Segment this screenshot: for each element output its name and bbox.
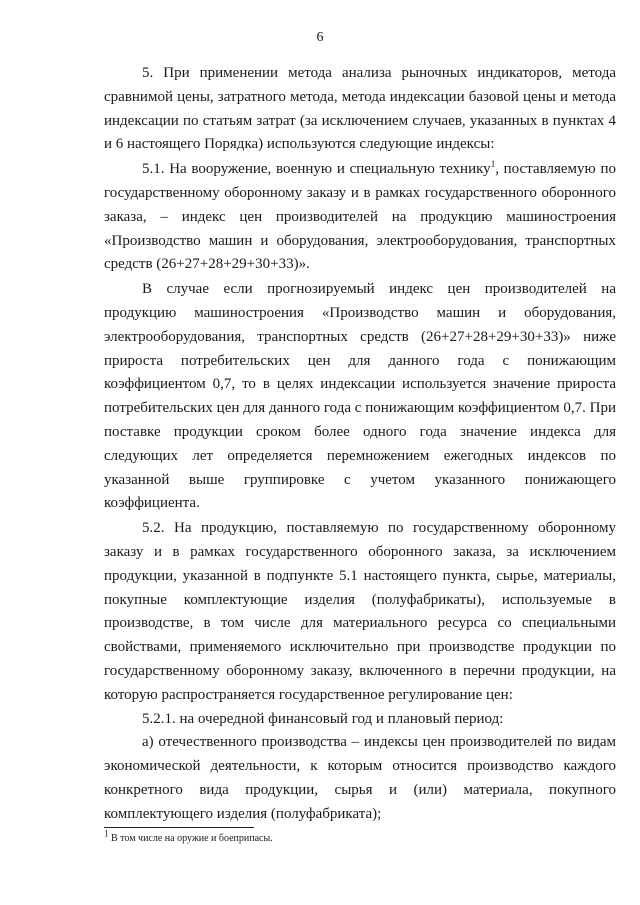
paragraph-5-1-text-end: , поставляемую по государственному оборонному заказу и в рамках государственного оборонного заказа, – индекс цен производителей на продукцию машиностроения «Производство машин и оборудования, электрооборудования, транспортных средств (26+27+28+29+30+33)». xyxy=(104,161,616,273)
paragraph-5-1-text-start: 5.1. На вооружение, военную и специальную технику xyxy=(142,161,491,178)
paragraph-5-2: 5.2. На продукцию, поставляемую по государственному оборонному заказу и в рамках государственного оборонного заказа, за исключением продукции, указанной в подпункте 5.1 настоящего пункта, сырье, материалы, покупные комплектующие изделия (полуфабрикаты), используемые в производстве, в том числе для материального ресурса со специальными свойствами, применяемого исключительно при производстве продукции по государственному оборонному заказу, включенного в перечни продукции, на которую распространяется государственное регулирование цен: xyxy=(104,520,616,703)
footnote-divider xyxy=(104,827,254,828)
paragraph-5-1 xyxy=(104,158,616,277)
footnote-marker: 1 xyxy=(104,828,109,839)
footnote-text: В том числе на оружие и боеприпасы. xyxy=(108,833,273,844)
document-body xyxy=(104,62,616,827)
paragraph-a-domestic: а) отечественного производства – индексы цен производителей по видам экономической деятельности, к которым относится производство каждого конкретного вида продукции, сырья и (или) материала, покупного комплектующего изделия (полуфабриката); xyxy=(104,734,616,822)
paragraph-forecast-index: В случае если прогнозируемый индекс цен производителей на продукцию машиностроения «Производство машин и оборудования, электрооборудования, транспортных средств (26+27+28+29+30+33)» ниже прироста потребительских цен для данного года с понижающим коэффициентом 0,7, то в целях индексации используется значение прироста потребительских цен для данного года с понижающим коэффициентом 0,7. При поставке продукции сроком более одного года значение индекса для следующих лет определяется перемножением ежегодных индексов по указанной выше группировке с учетом указанного понижающего коэффициента. xyxy=(104,281,616,512)
footnote-reference: 1 xyxy=(490,159,496,170)
page-number: 6 xyxy=(316,30,324,45)
paragraph-5-2-1: 5.2.1. на очередной финансовый год и плановый период: xyxy=(142,710,504,727)
footnote xyxy=(104,828,273,844)
paragraph-5: 5. При применении метода анализа рыночных индикаторов, метода сравнимой цены, затратного метода, метода индексации базовой цены и метода индексации по статьям затрат (за исключением случаев, указанных в пунктах 4 и 6 настоящего Порядка) используются следующие индексы: xyxy=(104,65,616,153)
